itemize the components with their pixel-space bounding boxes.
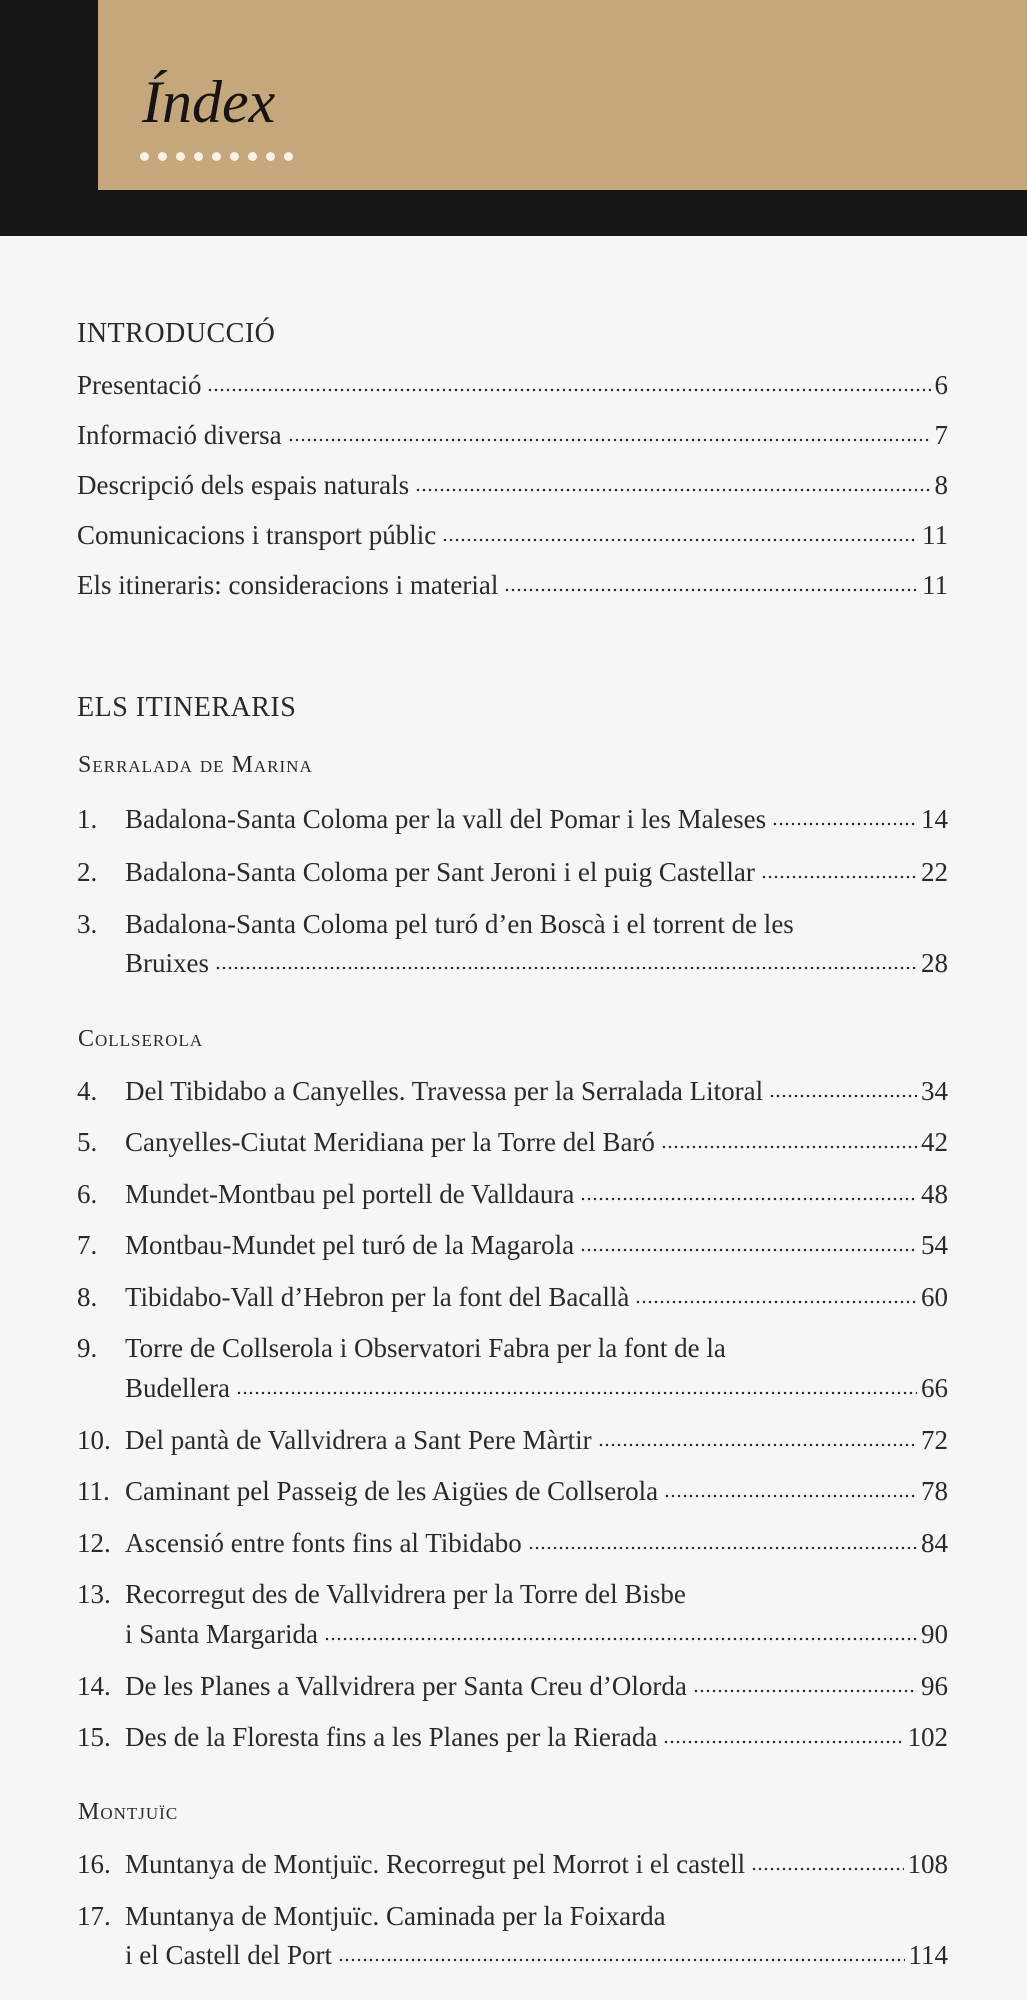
toc-entry[interactable] — [125, 948, 948, 979]
toc-entry[interactable] — [77, 370, 948, 401]
toc-entry-title: Els itineraris: consideracions i material — [77, 570, 499, 600]
toc-entry-number: 15. — [77, 1722, 111, 1752]
ornament-dot — [266, 152, 275, 161]
dot-leader — [761, 875, 917, 879]
ornament-dot — [230, 152, 239, 161]
toc-entry[interactable] — [125, 1619, 948, 1650]
toc-page-number: 28 — [921, 948, 948, 978]
toc-entry[interactable] — [77, 520, 948, 551]
toc-entry-first-line — [77, 1333, 726, 1364]
toc-entry-title: Descripció dels espais naturals — [77, 470, 410, 500]
dot-leader — [751, 1867, 903, 1871]
subsection-heading-collserola: Collserola — [78, 1026, 204, 1052]
subsection-heading-serralada-marina: Serralada de Marina — [78, 752, 313, 778]
toc-page-number: 34 — [921, 1076, 948, 1106]
toc-entry[interactable] — [77, 1230, 948, 1261]
dot-leader — [635, 1300, 917, 1304]
toc-page-number: 90 — [921, 1619, 948, 1649]
ornament-dot — [140, 152, 149, 161]
dot-leader — [415, 488, 930, 492]
title-dots-ornament — [140, 152, 293, 161]
toc-entry[interactable] — [77, 1722, 948, 1753]
toc-entry-first-line — [77, 1901, 666, 1932]
section-heading-introduccio: INTRODUCCIÓ — [77, 318, 276, 349]
toc-entry-first-line — [77, 1579, 686, 1610]
dot-leader — [661, 1145, 917, 1149]
toc-entry-title: De les Planes a Vallvidrera per Santa Creu d’Olorda — [125, 1671, 687, 1701]
toc-entry-title-line1: Badalona-Santa Coloma pel turó d’en Boscà i el torrent de les — [125, 909, 794, 939]
ornament-dot — [284, 152, 293, 161]
dot-leader — [693, 1689, 917, 1693]
ornament-dot — [176, 152, 185, 161]
toc-entry-number: 14. — [77, 1671, 111, 1701]
toc-entry-number: 17. — [77, 1901, 111, 1931]
toc-entry-number: 9. — [77, 1333, 98, 1363]
toc-entry-title: Presentació — [77, 370, 202, 400]
dot-leader — [598, 1443, 917, 1447]
dot-leader — [504, 588, 918, 592]
dot-leader — [288, 438, 931, 442]
toc-page-number: 114 — [908, 1940, 948, 1970]
toc-entry[interactable] — [77, 1282, 948, 1313]
toc-entry[interactable] — [77, 1076, 948, 1107]
toc-page-number: 7 — [934, 420, 948, 450]
page-title: Índex — [142, 69, 276, 135]
toc-entry-number: 1. — [77, 804, 98, 834]
toc-entry-number: 12. — [77, 1528, 111, 1558]
dot-leader — [769, 1094, 917, 1098]
toc-page-number: 60 — [921, 1282, 948, 1312]
dot-leader — [772, 822, 917, 826]
toc-entry[interactable] — [77, 804, 948, 835]
ornament-dot — [212, 152, 221, 161]
toc-entry-first-line — [77, 909, 794, 940]
toc-entry[interactable] — [77, 1671, 948, 1702]
toc-entry-title: Del pantà de Vallvidrera a Sant Pere Màrtir — [125, 1425, 592, 1455]
toc-entry-number: 6. — [77, 1179, 98, 1209]
ornament-dot — [158, 152, 167, 161]
toc-page-number: 78 — [921, 1476, 948, 1506]
toc-entry-number: 4. — [77, 1076, 98, 1106]
dot-leader — [207, 388, 930, 392]
toc-entry[interactable] — [77, 857, 948, 888]
toc-entry-number: 5. — [77, 1127, 98, 1157]
toc-entry-number: 11. — [77, 1476, 110, 1506]
toc-entry-number: 7. — [77, 1230, 98, 1260]
toc-entry[interactable] — [77, 1849, 948, 1880]
toc-entry[interactable] — [77, 570, 948, 601]
toc-page-number: 22 — [921, 857, 948, 887]
toc-page-number: 102 — [907, 1722, 948, 1752]
toc-entry-title: i el Castell del Port — [125, 1940, 332, 1970]
toc-entry[interactable] — [77, 1528, 948, 1559]
toc-page-number: 72 — [921, 1425, 948, 1455]
toc-entry[interactable] — [77, 1179, 948, 1210]
toc-page-number: 8 — [934, 470, 948, 500]
dot-leader — [324, 1637, 917, 1641]
toc-entry-title: Des de la Floresta fins a les Planes per la Rierada — [125, 1722, 658, 1752]
toc-entry-title-line1: Muntanya de Montjuïc. Caminada per la Foixarda — [125, 1901, 666, 1931]
toc-entry-title: Ascensió entre fonts fins al Tibidabo — [125, 1528, 522, 1558]
toc-entry-title: Muntanya de Montjuïc. Recorregut pel Morrot i el castell — [125, 1849, 746, 1879]
toc-entry-number: 16. — [77, 1849, 111, 1879]
toc-entry-title: Tibidabo-Vall d’Hebron per la font del Bacallà — [125, 1282, 630, 1312]
toc-entry-title: Montbau-Mundet pel turó de la Magarola — [125, 1230, 575, 1260]
toc-entry-title: i Santa Margarida — [125, 1619, 318, 1649]
toc-page-number: 42 — [921, 1127, 948, 1157]
subsection-heading-montjuic: Montjuïc — [78, 1799, 179, 1825]
toc-entry[interactable] — [77, 1127, 948, 1158]
dot-leader — [664, 1494, 917, 1498]
toc-entry-number: 2. — [77, 857, 98, 887]
toc-page-number: 96 — [921, 1671, 948, 1701]
ornament-dot — [194, 152, 203, 161]
toc-page-number: 11 — [922, 520, 948, 550]
toc-entry-title: Informació diversa — [77, 420, 282, 450]
dot-leader — [338, 1958, 905, 1962]
dot-leader — [215, 966, 917, 970]
dot-leader — [236, 1391, 917, 1395]
toc-entry[interactable] — [77, 420, 948, 451]
toc-entry-title: Badalona-Santa Coloma per la vall del Pomar i les Maleses — [125, 804, 767, 834]
toc-page-number: 108 — [907, 1849, 948, 1879]
dot-leader — [442, 538, 918, 542]
toc-page-number: 6 — [934, 370, 948, 400]
toc-entry-number: 8. — [77, 1282, 98, 1312]
toc-entry-number: 10. — [77, 1425, 111, 1455]
toc-page-number: 14 — [921, 804, 948, 834]
toc-entry-title: Del Tibidabo a Canyelles. Travessa per la Serralada Litoral — [125, 1076, 764, 1106]
dot-leader — [528, 1546, 917, 1550]
ornament-dot — [248, 152, 257, 161]
toc-entry-title: Bruixes — [125, 948, 209, 978]
toc-page-number: 11 — [922, 570, 948, 600]
toc-entry-title: Canyelles-Ciutat Meridiana per la Torre del Baró — [125, 1127, 655, 1157]
toc-entry[interactable] — [125, 1940, 948, 1971]
dot-leader — [663, 1740, 903, 1744]
toc-entry-title-line1: Torre de Collserola i Observatori Fabra per la font de la — [125, 1333, 726, 1363]
toc-entry-title: Comunicacions i transport públic — [77, 520, 437, 550]
toc-page-number: 48 — [921, 1179, 948, 1209]
toc-entry-title: Mundet-Montbau pel portell de Valldaura — [125, 1179, 575, 1209]
toc-entry-title: Caminant pel Passeig de les Aigües de Collserola — [125, 1476, 659, 1506]
toc-entry-title: Budellera — [125, 1373, 230, 1403]
toc-entry[interactable] — [77, 1425, 948, 1456]
section-heading-itineraris: ELS ITINERARIS — [77, 692, 297, 723]
toc-page-number: 84 — [921, 1528, 948, 1558]
dot-leader — [580, 1197, 917, 1201]
dot-leader — [580, 1248, 917, 1252]
toc-entry[interactable] — [77, 1476, 948, 1507]
toc-page-number: 54 — [921, 1230, 948, 1260]
toc-entry[interactable] — [125, 1373, 948, 1404]
toc-entry-title: Badalona-Santa Coloma per Sant Jeroni i el puig Castellar — [125, 857, 755, 887]
toc-entry-number: 13. — [77, 1579, 111, 1609]
toc-entry-title-line1: Recorregut des de Vallvidrera per la Torre del Bisbe — [125, 1579, 686, 1609]
toc-entry[interactable] — [77, 470, 948, 501]
toc-entry-number: 3. — [77, 909, 98, 939]
toc-page-number: 66 — [921, 1373, 948, 1403]
